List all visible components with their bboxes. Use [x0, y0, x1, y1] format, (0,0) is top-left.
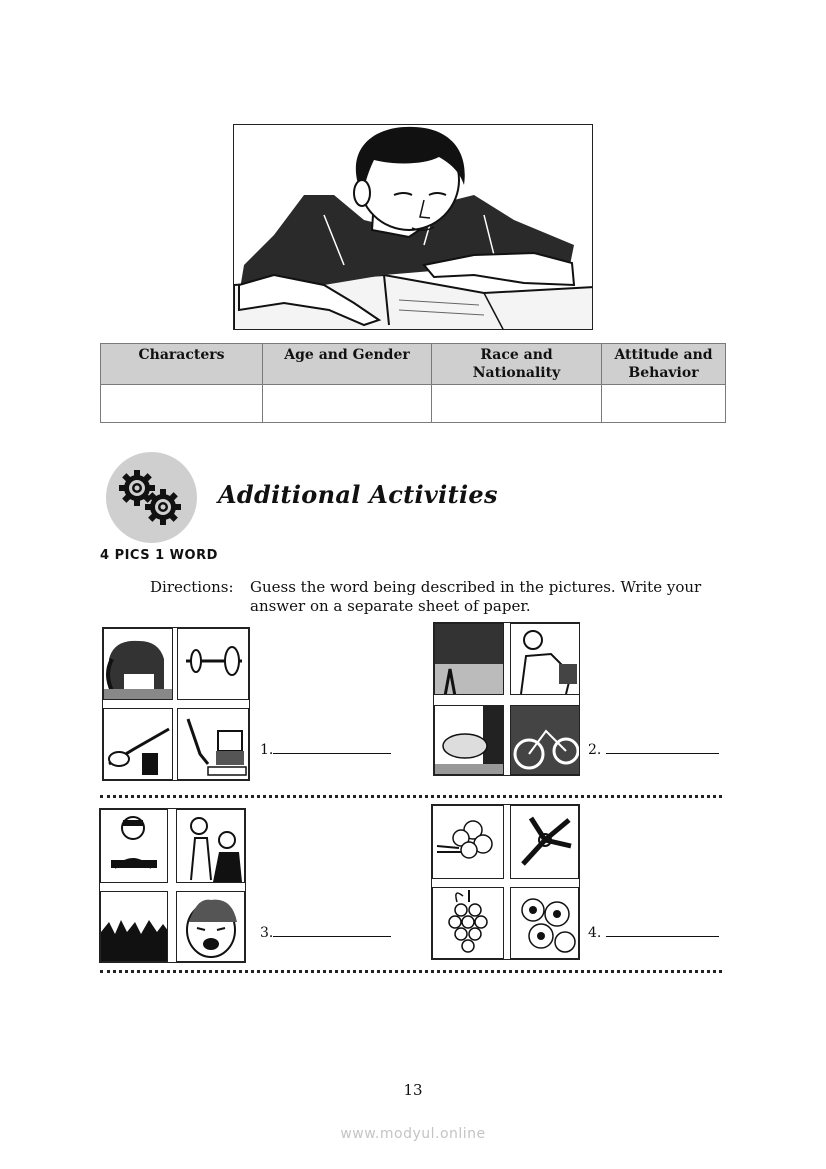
dotted-divider	[100, 970, 722, 973]
bouquet-picture	[432, 805, 504, 879]
item-number: 4.	[588, 925, 602, 941]
item-number: 2.	[588, 742, 602, 758]
column-header: Attitude and Behavior	[602, 344, 726, 385]
boy-reading-illustration	[233, 124, 593, 330]
watermark: www.modyul.online	[340, 1126, 486, 1142]
table-header-row	[101, 344, 726, 385]
picture-grid-1	[102, 627, 250, 781]
picture-grid-2	[433, 622, 580, 776]
pig-picture	[434, 705, 504, 775]
picture-grid-4	[431, 804, 580, 960]
page-number: 13	[403, 1081, 423, 1099]
item-number: 3.	[260, 925, 274, 941]
answer-line-1[interactable]	[260, 739, 391, 758]
table-row	[101, 385, 726, 423]
motocross-picture	[510, 705, 580, 775]
column-header: Characters	[101, 344, 263, 385]
park-scene-picture	[434, 623, 504, 695]
dotted-divider	[100, 795, 722, 798]
flowers-picture	[510, 887, 579, 959]
moving-boxes-picture	[177, 708, 249, 780]
table-cell	[602, 385, 726, 423]
column-header: Race and Nationality	[432, 344, 602, 385]
item-number: 1.	[260, 742, 274, 758]
table-cell	[101, 385, 263, 423]
column-header: Age and Gender	[263, 344, 432, 385]
child-robot-picture	[100, 809, 168, 883]
people-arguing-picture	[176, 809, 245, 883]
anvil-press-picture	[103, 708, 173, 780]
activity-title: 4 PICS 1 WORD	[100, 548, 218, 563]
person-lifting-picture	[510, 623, 580, 695]
gears-icon	[106, 452, 197, 543]
picture-grid-3	[99, 808, 246, 963]
answer-line-2[interactable]	[588, 739, 719, 758]
barbell-picture	[177, 628, 249, 700]
table-cell	[432, 385, 602, 423]
directions-text: Guess the word being described in the pictures. Write your answer on a separate sheet of paper.	[250, 578, 702, 615]
table-cell	[263, 385, 432, 423]
character-analysis-table	[100, 343, 726, 423]
keys-picture	[510, 805, 579, 879]
elephant-picture	[103, 628, 173, 700]
crying-child-picture	[176, 891, 245, 962]
answer-line-3[interactable]	[260, 922, 391, 941]
answer-line-4[interactable]	[588, 922, 719, 941]
section-heading: Additional Activities	[218, 480, 498, 509]
directions-label: Directions:	[150, 578, 234, 596]
grapes-picture	[432, 887, 504, 959]
crowd-picture	[100, 891, 168, 962]
